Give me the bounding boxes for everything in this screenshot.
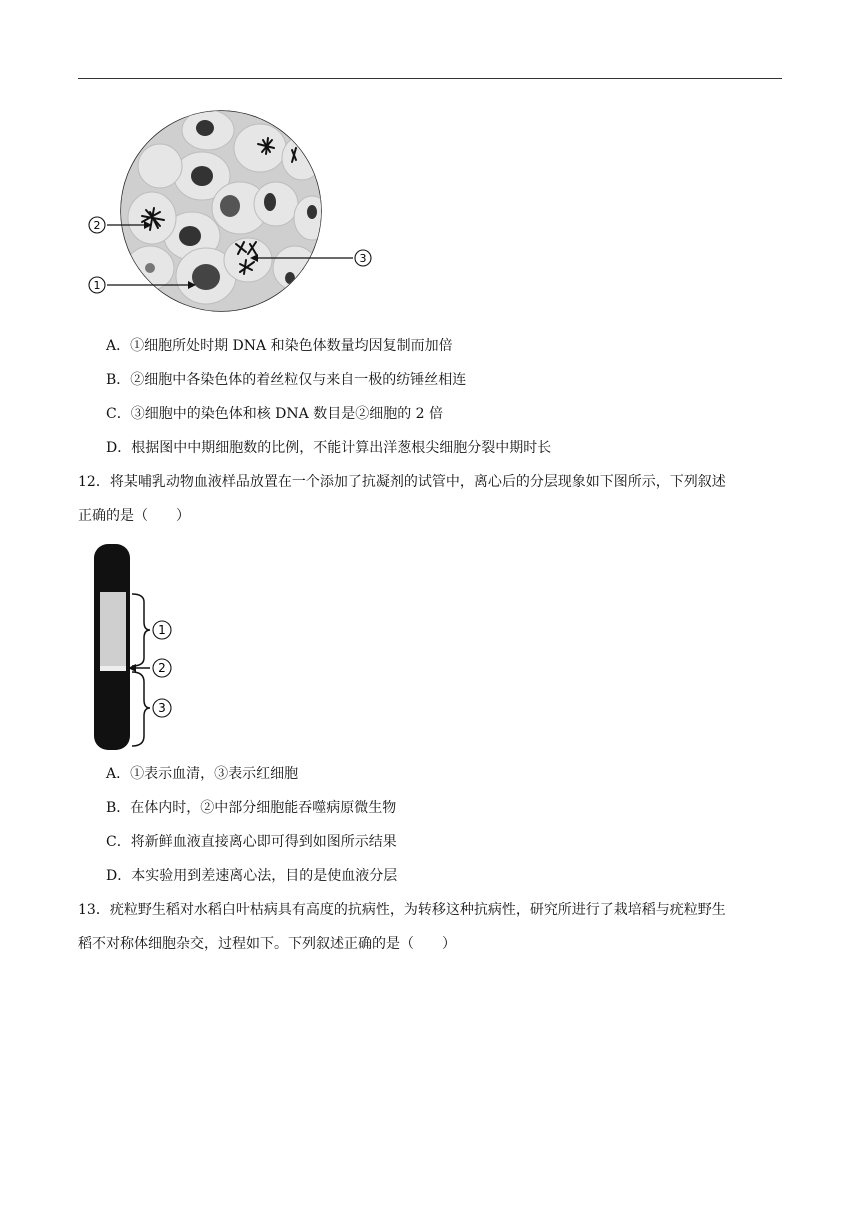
q13-stem-line1: 13．疣粒野生稻对水稻白叶枯病具有高度的抗病性，为转移这种抗病性，研究所进行了栽培稻与疣粒野生 (78, 902, 726, 918)
blood-tube-figure (84, 540, 194, 755)
q11-option-b: B．②细胞中各染色体的着丝粒仅与来自一极的纺锤丝相连 (106, 372, 467, 388)
marker-3: 3 (359, 252, 367, 265)
mitosis-micrograph (80, 108, 380, 318)
q11-option-a: A．①细胞所处时期 DNA 和染色体数量均因复制而加倍 (106, 338, 453, 354)
header-rule (78, 78, 782, 79)
q13-stem-line2: 稻不对称体细胞杂交，过程如下。下列叙述正确的是（ ） (78, 936, 456, 952)
marker-1: 1 (93, 279, 101, 292)
marker-2: 2 (93, 219, 101, 232)
tube-marker-2: 2 (158, 661, 166, 675)
q12-option-c: C．将新鲜血液直接离心即可得到如图所示结果 (106, 834, 397, 850)
q12-stem-line1: 12．将某哺乳动物血液样品放置在一个添加了抗凝剂的试管中，离心后的分层现象如下图所示，下列叙述 (78, 474, 726, 490)
q11-option-c: C．③细胞中的染色体和核 DNA 数目是②细胞的 2 倍 (106, 406, 444, 422)
q12-option-d: D．本实验用到差速离心法，目的是使血液分层 (106, 868, 398, 884)
tube-marker-1: 1 (158, 623, 166, 637)
q11-option-d: D．根据图中中期细胞数的比例，不能计算出洋葱根尖细胞分裂中期时长 (106, 440, 552, 456)
tube-marker-3: 3 (158, 701, 166, 715)
q12-stem-line2: 正确的是（ ） (78, 508, 190, 524)
q12-option-b: B．在体内时，②中部分细胞能吞噬病原微生物 (106, 800, 397, 816)
q12-option-a: A．①表示血清，③表示红细胞 (106, 766, 299, 782)
